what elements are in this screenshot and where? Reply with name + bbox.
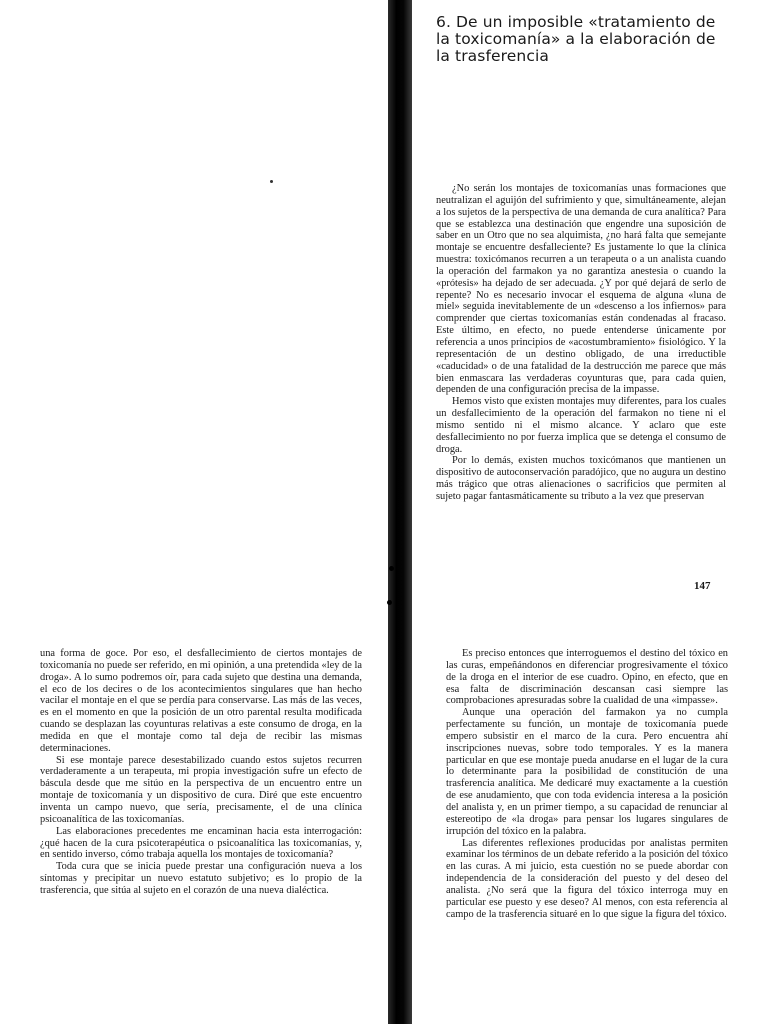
- paragraph: ¿No serán los montajes de toxicomanías unas formaciones que neutralizan el aguijón del sufrimiento y que, simultáneamente, alejan a los sujetos de la perspectiva de una demanda de cura analítica? Para que se establezca una destinación que engendre una suposición de saber en un Otro que no sea alquimista, ¿no hará falta que semejante montaje se encuentre desfalleciente? Es justamente lo que la clínica muestra: toxicómanos recurren a un terapeuta o a un analista cuando la operación del farmakon ya no garantiza anestesia o cuando la «prótesis» ha dejado de ser adecuada. ¿Y por qué dejará de serlo de repente? No es necesario invocar el esquema de alguna «luna de miel» seguida inevitablemente de un «descenso a los infiernos» para comprender que ciertas toxicomanías están condenadas al fracaso. Este último, en efecto, no puede entenderse únicamente por referencia a unos principios de «acostumbramiento» fisiológico. Y la representación de un destino obligado, de una irreductible «caducidad» o de una fatalidad de la destrucción me parece que más bien enmascara las verdaderas coyunturas que, para cada quien, dependen de una configuración precisa de la impasse.: [436, 183, 726, 396]
- chapter-opening-page: [436, 8, 726, 593]
- page-speck: [270, 180, 273, 183]
- paragraph: Es preciso entonces que interroguemos el destino del tóxico en las curas, empeñándonos en diferenciar progresivamente el tóxico de la droga en el interior de ese cuadro. Opino, en efecto, que en esa falta de discriminación descansan casi siempre las comprobaciones apresuradas sobre la cualidad de una «impasse».: [446, 648, 728, 707]
- paragraph: Hemos visto que existen montajes muy diferentes, para los cuales un desfallecimiento de la operación del farmakon no tiene ni el mismo sentido ni el mismo alcance. Y aclaro que este desfallecimiento no por fuerza implica que se detenga el consumo de droga.: [436, 396, 726, 455]
- paragraph: Aunque una operación del farmakon ya no cumpla perfectamente su función, un montaje de toxicomanía puede empero subsistir en el marco de la cura. Pero encuentra ahí inscripciones nuevas, sobre todo temporales. Y es la manera particular en que ese montaje pueda anudarse en el lugar de la cura lo determinante para la posibilidad de constitución de una trasferencia analítica. Me dedicaré muy exactamente a la cuestión de ese anudamiento, que con toda evidencia interesa a la posición del analista y, en un primer tiempo, a su capacidad de renunciar al estereotipo de «la droga» para pensar los lugares singulares de irrupción del tóxico en la palabra.: [446, 707, 728, 837]
- paragraph: Las diferentes reflexiones producidas por analistas permiten examinar los términos de un debate referido a la posición del tóxico en las curas. A mi juicio, esta cuestión no se puede abordar con independencia de la consideración del puesto y del deseo del analista. ¿No será que la figura del tóxico interroga muy en particular ese puesto y ese deseo? Al menos, con esta referencia al campo de la trasferencia situaré en lo que sigue la figura del tóxico.: [446, 837, 728, 920]
- body-text-top-right: [436, 183, 726, 503]
- spine-speck: [387, 600, 392, 605]
- spine-speck: [389, 566, 394, 571]
- page-bottom-right: [446, 648, 728, 1024]
- paragraph: Si ese montaje parece desestabilizado cuando estos sujetos recurren verdaderamente a un terapeuta, mi propia investigación sufre un efecto de báscula desde que me sitúo en la perspectiva de un encuentro entre un montaje de toxicomanía y un dispositivo de cura. Diré que este encuentro inventa un campo nuevo, que sería, precisamente, el de una clínica psicoanalítica de las toxicomanías.: [40, 754, 362, 825]
- paragraph: una forma de goce. Por eso, el desfallecimiento de ciertos montajes de toxicomanía no puede ser referido, en mi opinión, a una pretendida «ley de la droga». A lo sumo podremos oír, para cada sujeto que destina una demanda, el eco de los decires o de los acontecimientos singulares que han hecho vacilar el montaje en el que se perdía para conservarse. Las más de las veces, es en el momento en que la posición de un otro parental resulta modificada cuando se desplazan las coyunturas relativas a este consumo de droga, en la medida en que el montaje como tal deja de recibir las mismas determinaciones.: [40, 648, 362, 754]
- paragraph: Toda cura que se inicia puede prestar una configuración nueva a los síntomas y precipitar un nuevo estatuto subjetivo; es lo propio de la trasferencia, que sitúa al sujeto en el corazón de una nueva dialéctica.: [40, 861, 362, 896]
- book-spine-shadow: [388, 0, 412, 1024]
- body-text-bottom-right: [446, 648, 728, 920]
- page-bottom-left: [40, 648, 362, 1024]
- paragraph: Las elaboraciones precedentes me encaminan hacia esta interrogación: ¿qué hacen de la cura psicoterapéutica o psicoanalítica las toxicomanías, y, en sentido inverso, cómo trabaja aquella los montajes de toxicomanía?: [40, 825, 362, 861]
- paragraph: Por lo demás, existen muchos toxicómanos que mantienen un dispositivo de autoconservación paradójico, que no augura un destino más trágico que otras alienaciones o sacrificios que permiten al sujeto pagar fantasmáticamente su tributo a la vez que preservan: [436, 455, 726, 502]
- page-number: 147: [694, 580, 711, 592]
- body-text-bottom-left: [40, 648, 362, 897]
- chapter-title: 6. De un imposible «tratamiento de la toxicomanía» a la elaboración de la trasferencia: [436, 13, 716, 65]
